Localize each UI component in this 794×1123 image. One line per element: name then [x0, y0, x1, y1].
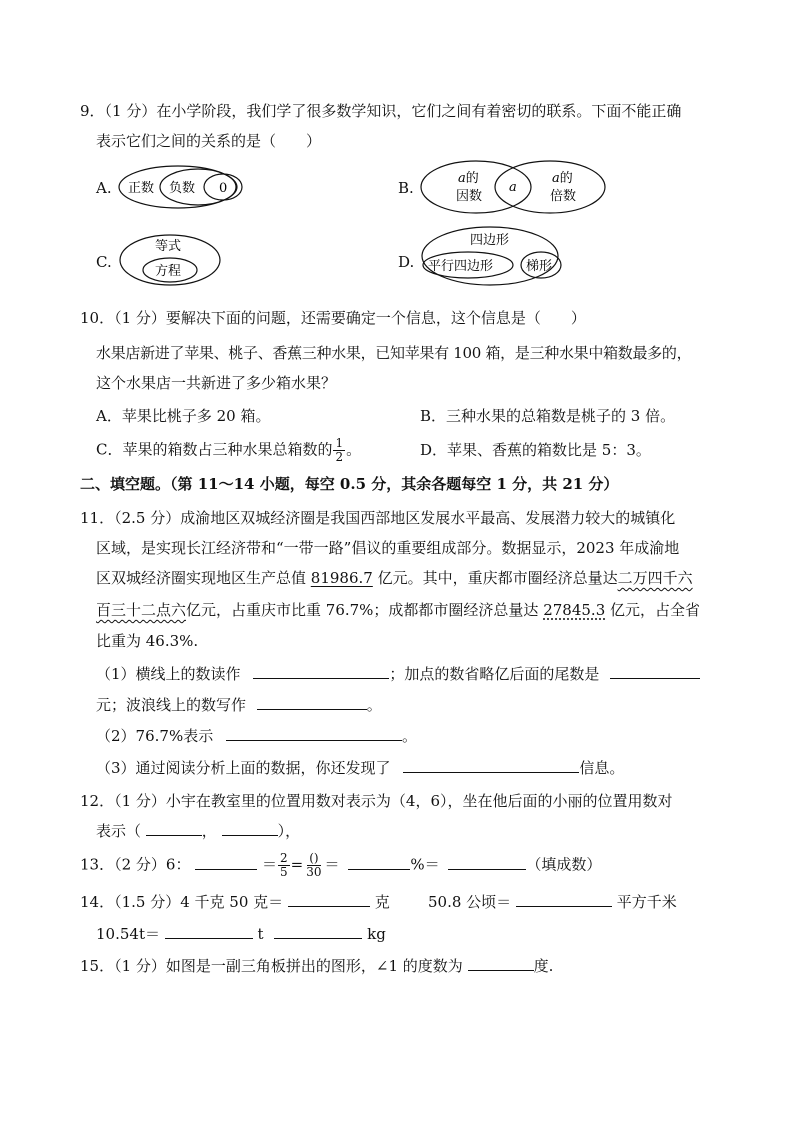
q9-c-inner-label: 方程	[155, 264, 182, 279]
q10-option-b: B．三种水果的总箱数是桃子的 3 倍。	[420, 407, 676, 425]
q11-stem-line1: 11．（2.5 分）成渝地区双城经济圈是我国西部地区发展水平最高、发展潜力较大的城镇化	[80, 509, 676, 527]
q11-sub1-line2: 元；波浪线上的数写作 。	[96, 696, 382, 714]
q10-option-c-fraction: $\frac{1}{2}$	[335, 436, 344, 464]
q11-blank-round-number[interactable]	[610, 664, 700, 679]
q9-b-left-label2: 因数	[456, 189, 483, 204]
q10-option-d: D．苹果、香蕉的箱数比是 5：3。	[420, 441, 651, 459]
q14-line2: 10.54t＝ t kg	[96, 925, 386, 943]
q13-blank-chengshu[interactable]	[448, 855, 526, 870]
q9-b-center-label: a	[509, 180, 517, 195]
q11-blank-found-info[interactable]	[403, 758, 579, 773]
q11-sub2: （2）76.7%表示 。	[96, 727, 417, 745]
q9-b-right-rest: 的	[559, 171, 573, 186]
q9-stem-line2: 表示它们之间的关系的是（ ）	[96, 132, 322, 150]
q11-sub1-line1: （1）横线上的数读作 ；加点的数省略亿后面的尾数是	[96, 664, 700, 684]
q10-option-a: A．苹果比桃子多 20 箱。	[96, 407, 271, 425]
q9-stem-line1: 9．（1 分）在小学阶段，我们学了很多数学知识，它们之间有着密切的联系。下面不能正确	[80, 102, 682, 120]
q11-wavy-number-part2: 百三十二点六	[96, 601, 187, 619]
q15-blank-angle[interactable]	[468, 956, 534, 971]
q9-option-d-diagram	[420, 224, 564, 288]
q11-blank-percent-meaning[interactable]	[226, 726, 402, 741]
q11-blank-read-number[interactable]	[253, 664, 389, 679]
q12-stem-line1: 12．（1 分）小宇在教室里的位置用数对表示为（4，6），坐在他后面的小丽的位置用数对	[80, 792, 673, 810]
q13-blank-percent[interactable]	[348, 855, 410, 870]
q14-line1: 14．（1.5 分）4 千克 50 克＝ 克	[80, 893, 390, 911]
q10-stem-line1: 10．（1 分）要解决下面的问题，还需要确定一个信息，这个信息是（ ）	[80, 309, 586, 327]
svg-text:a的	[552, 171, 573, 186]
q9-option-b-diagram	[418, 158, 608, 216]
q9-option-b-letter: B.	[398, 179, 414, 197]
q9-option-c-diagram	[118, 232, 224, 288]
q14-blank-sq-km[interactable]	[516, 892, 612, 907]
q14-blank-grams[interactable]	[288, 892, 370, 907]
q10-stem-line3: 这个水果店一共新进了多少箱水果？	[96, 374, 337, 392]
q11-stem-line4: 百三十二点六亿元，占重庆市比重 76.7%；成都都市圈经济总量达 27845.3 亿元，占全省	[96, 601, 701, 619]
q13-fraction-two-fifths: $\frac{2}{5}$	[280, 851, 288, 879]
q9-option-a-letter: A.	[96, 179, 112, 197]
q11-stem-line3: 区双城经济圈实现地区生产总值 81986.7 亿元。其中，重庆都市圈经济总量达二万四千六	[96, 569, 693, 587]
svg-text:a的	[458, 171, 479, 186]
q11-wavy-number-part1: 二万四千六	[617, 569, 693, 587]
q11-stem-line2: 区域，是实现长江经济带和“一带一路”倡议的重要组成部分。数据显示，2023 年成渝地	[96, 539, 680, 557]
q9-d-left-label: 平行四边形	[428, 259, 494, 274]
q12-stem-line2: 表示（ ， ），	[96, 822, 301, 840]
q12-blank-column[interactable]	[146, 821, 202, 836]
q11-blank-write-number[interactable]	[257, 695, 367, 710]
q14-blank-tons[interactable]	[165, 924, 253, 939]
q9-a-inner-label: 0	[219, 181, 228, 196]
q9-b-right-label2: 倍数	[550, 189, 577, 204]
q14-line1-right: 50.8 公顷＝ 平方千米	[428, 893, 677, 911]
q9-option-d-letter: D.	[398, 253, 415, 271]
q9-c-outer-label: 等式	[155, 239, 182, 254]
q10-option-c: C．苹果的箱数占三种水果总箱数的 $\frac{1}{2}$ 。	[96, 436, 362, 464]
q11-underlined-number: 81986.7	[310, 569, 373, 587]
q9-option-c-letter: C.	[96, 253, 112, 271]
q9-b-left-a: a	[458, 171, 466, 186]
q9-a-outer-label: 正数	[128, 181, 155, 196]
q13-blank-ratio[interactable]	[195, 855, 257, 870]
q10-stem-line2: 水果店新进了苹果、桃子、香蕉三种水果，已知苹果有 100 箱，是三种水果中箱数最多的，	[96, 344, 692, 362]
q9-a-middle-label: 负数	[169, 181, 196, 196]
q13-fraction-over-thirty: $\frac{()}{30}$	[306, 851, 322, 879]
q9-b-left-rest: 的	[465, 171, 479, 186]
q9-b-right-a: a	[552, 171, 560, 186]
q9-d-right-label: 梯形	[526, 259, 553, 274]
q14-blank-kg[interactable]	[274, 924, 362, 939]
q15-line: 15．（1 分）如图是一副三角板拼出的图形，∠1 的度数为 度.	[80, 957, 554, 975]
q11-sub3: （3）通过阅读分析上面的数据，你还发现了 信息。	[96, 759, 625, 777]
q11-stem-line5: 比重为 46.3%.	[96, 632, 199, 650]
q9-option-a-diagram	[116, 163, 248, 213]
section-2-heading: 二、填空题。（第 11～14 小题，每空 0.5 分，其余各题每空 1 分，共 21 分）	[80, 475, 619, 493]
q9-d-outer-label: 四边形	[470, 233, 510, 248]
q11-dotted-number: 27845.3	[543, 601, 606, 619]
q13-line: 13．（2 分）6： ＝ $\frac{2}{5}$ = $\frac{()}{30}$ ＝ %＝ （填成数）	[80, 851, 602, 879]
q10-option-c-text: C．苹果的箱数占三种水果总箱数的	[96, 440, 333, 459]
q12-blank-row[interactable]	[222, 821, 278, 836]
